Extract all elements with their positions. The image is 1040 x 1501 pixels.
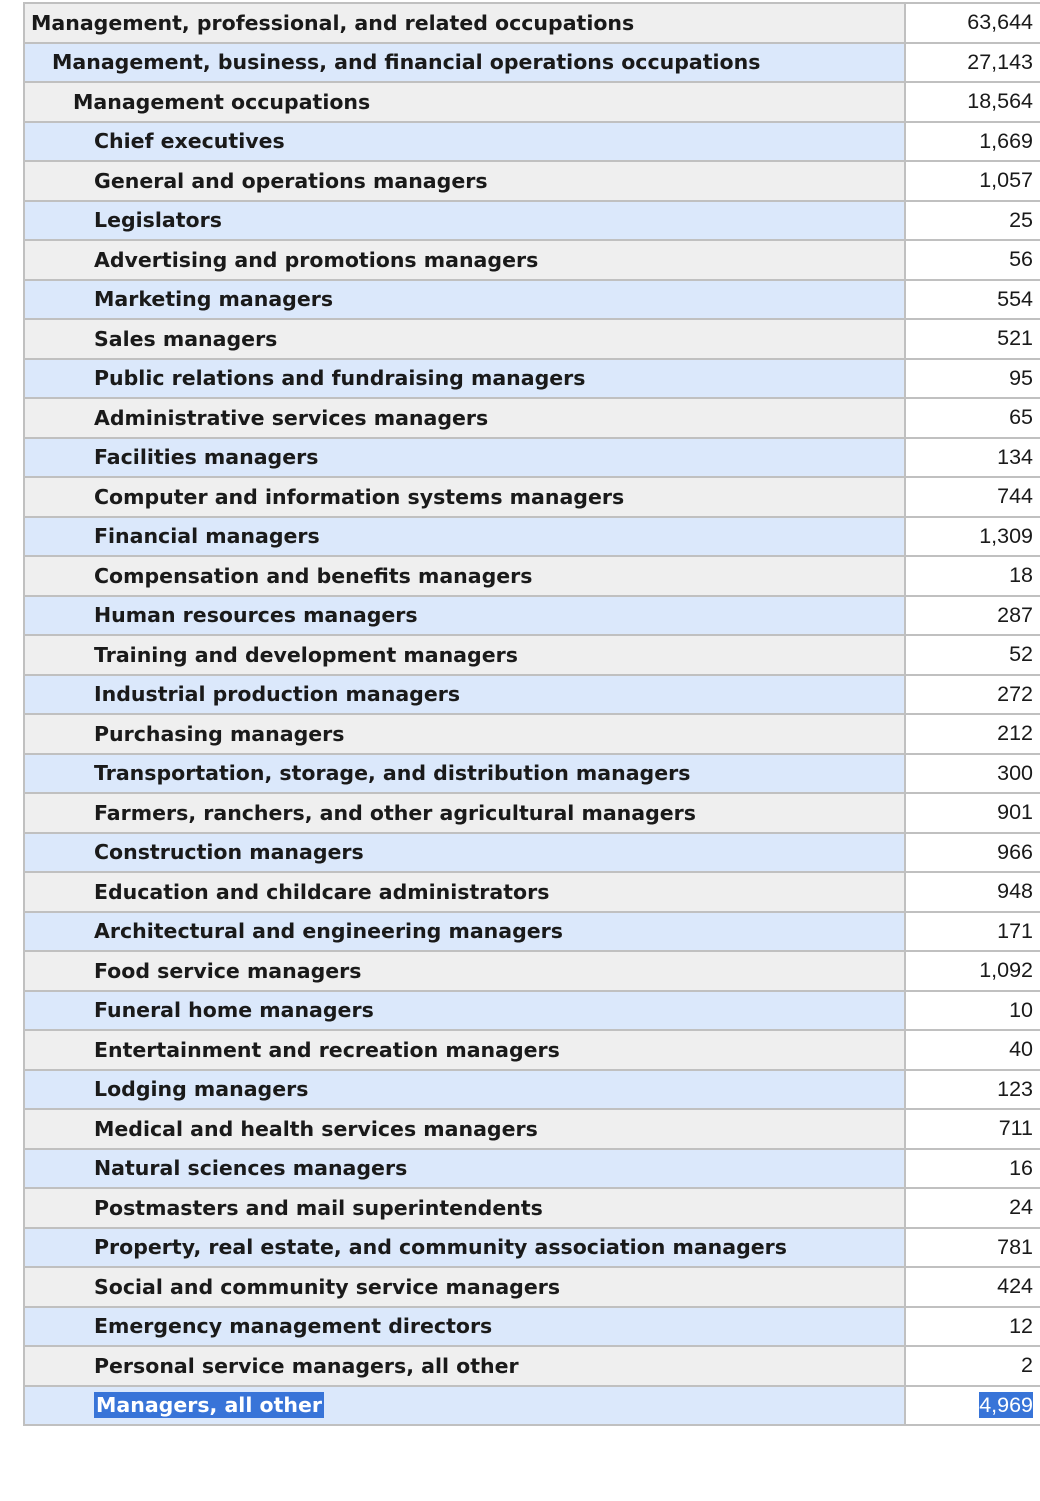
occupation-label-cell xyxy=(24,1109,905,1149)
occupation-label-cell xyxy=(24,1386,905,1426)
occupation-label: Food service managers xyxy=(94,958,362,983)
employment-value: 95 xyxy=(1009,365,1033,390)
employment-value: 212 xyxy=(997,721,1033,746)
occupation-label: Legislators xyxy=(94,208,222,233)
occupation-label: Entertainment and recreation managers xyxy=(94,1037,560,1062)
employment-value: 1,669 xyxy=(979,128,1033,153)
occupation-label: Management, professional, and related occupations xyxy=(31,10,635,35)
employment-value: 4,969 xyxy=(979,1392,1033,1417)
occupation-label: Compensation and benefits managers xyxy=(94,563,533,588)
occupation-label: Marketing managers xyxy=(94,287,334,312)
occupation-label-cell xyxy=(24,1149,905,1189)
occupation-label-cell xyxy=(24,912,905,952)
occupation-label-cell xyxy=(24,161,905,201)
employment-value: 134 xyxy=(997,444,1033,469)
occupation-label-cell xyxy=(24,280,905,320)
employment-value: 171 xyxy=(997,918,1033,943)
employment-value-cell xyxy=(905,1228,1040,1268)
occupation-label-cell xyxy=(24,3,905,43)
employment-value-cell xyxy=(905,754,1040,794)
occupation-label-cell xyxy=(24,477,905,517)
occupation-table-body xyxy=(24,3,1040,1425)
employment-value: 272 xyxy=(997,681,1033,706)
employment-value-cell xyxy=(905,161,1040,201)
occupation-label-cell xyxy=(24,675,905,715)
employment-value-cell xyxy=(905,872,1040,912)
employment-value: 10 xyxy=(1009,997,1033,1022)
occupation-label-cell xyxy=(24,714,905,754)
occupation-label: Construction managers xyxy=(94,840,364,865)
employment-value-cell xyxy=(905,1307,1040,1347)
employment-value: 554 xyxy=(997,286,1033,311)
employment-value-cell xyxy=(905,675,1040,715)
table-row[interactable] xyxy=(24,359,1040,399)
occupation-label: Education and childcare administrators xyxy=(94,879,550,904)
occupation-label-cell xyxy=(24,951,905,991)
occupation-table-container xyxy=(23,2,1040,1426)
occupation-label-cell xyxy=(24,635,905,675)
occupation-label: Property, real estate, and community association managers xyxy=(94,1235,787,1260)
employment-value: 24 xyxy=(1009,1195,1033,1220)
occupation-label: Lodging managers xyxy=(94,1077,309,1102)
employment-value: 123 xyxy=(997,1076,1033,1101)
table-row[interactable] xyxy=(24,319,1040,359)
employment-value-cell xyxy=(905,556,1040,596)
occupation-label: General and operations managers xyxy=(94,168,488,193)
table-row[interactable] xyxy=(24,1228,1040,1268)
occupation-label-cell xyxy=(24,438,905,478)
table-row[interactable] xyxy=(24,201,1040,241)
table-row[interactable] xyxy=(24,161,1040,201)
employment-value-cell xyxy=(905,833,1040,873)
occupation-label-cell xyxy=(24,398,905,438)
employment-value: 300 xyxy=(997,760,1033,785)
table-row[interactable] xyxy=(24,1188,1040,1228)
table-row[interactable] xyxy=(24,82,1040,122)
table-row[interactable] xyxy=(24,1070,1040,1110)
employment-value: 901 xyxy=(997,800,1033,825)
occupation-label: Postmasters and mail superintendents xyxy=(94,1195,543,1220)
employment-value: 521 xyxy=(997,326,1033,351)
employment-value-cell xyxy=(905,1386,1040,1426)
employment-value: 1,309 xyxy=(979,523,1033,548)
employment-value: 18 xyxy=(1009,563,1033,588)
table-row[interactable] xyxy=(24,438,1040,478)
employment-value: 27,143 xyxy=(967,49,1033,74)
occupation-label-cell xyxy=(24,319,905,359)
table-row[interactable] xyxy=(24,596,1040,636)
occupation-label-cell xyxy=(24,1070,905,1110)
employment-value: 711 xyxy=(998,1116,1033,1141)
employment-value-cell xyxy=(905,951,1040,991)
occupation-label-cell xyxy=(24,872,905,912)
employment-value: 56 xyxy=(1009,247,1033,272)
employment-value-cell xyxy=(905,1346,1040,1386)
occupation-label: Funeral home managers xyxy=(94,998,374,1023)
employment-value: 52 xyxy=(1009,642,1033,667)
table-row[interactable] xyxy=(24,1267,1040,1307)
employment-value: 948 xyxy=(997,879,1033,904)
table-row[interactable] xyxy=(24,517,1040,557)
occupation-label: Purchasing managers xyxy=(94,721,345,746)
occupation-label: Managers, all other xyxy=(96,1393,322,1418)
employment-value-cell xyxy=(905,82,1040,122)
occupation-label: Advertising and promotions managers xyxy=(94,247,539,272)
employment-value-cell xyxy=(905,1030,1040,1070)
occupation-label: Medical and health services managers xyxy=(94,1116,538,1141)
occupation-table xyxy=(23,2,1040,1426)
occupation-label-cell xyxy=(24,833,905,873)
occupation-label: Farmers, ranchers, and other agricultural managers xyxy=(94,800,696,825)
occupation-label-cell xyxy=(24,1346,905,1386)
employment-value-cell xyxy=(905,714,1040,754)
occupation-label: Sales managers xyxy=(94,326,278,351)
occupation-label-cell xyxy=(24,1267,905,1307)
occupation-label-cell xyxy=(24,556,905,596)
table-row[interactable] xyxy=(24,280,1040,320)
occupation-label: Emergency management directors xyxy=(94,1314,493,1339)
table-row[interactable] xyxy=(24,833,1040,873)
table-row[interactable] xyxy=(24,1149,1040,1189)
employment-value: 65 xyxy=(1009,405,1033,430)
employment-value-cell xyxy=(905,1070,1040,1110)
employment-value: 966 xyxy=(997,839,1033,864)
table-row[interactable] xyxy=(24,1030,1040,1070)
employment-value-cell xyxy=(905,1149,1040,1189)
occupation-label: Public relations and fundraising managers xyxy=(94,366,586,391)
occupation-label-cell xyxy=(24,754,905,794)
occupation-label: Personal service managers, all other xyxy=(94,1353,519,1378)
table-row[interactable] xyxy=(24,240,1040,280)
employment-value-cell xyxy=(905,991,1040,1031)
table-row[interactable] xyxy=(24,43,1040,83)
employment-value-cell xyxy=(905,517,1040,557)
occupation-label-cell xyxy=(24,517,905,557)
table-row[interactable] xyxy=(24,675,1040,715)
occupation-label-cell xyxy=(24,1188,905,1228)
table-row[interactable] xyxy=(24,714,1040,754)
employment-value: 781 xyxy=(997,1234,1033,1259)
table-row[interactable] xyxy=(24,872,1040,912)
occupation-label: Computer and information systems managers xyxy=(94,484,625,509)
occupation-label-cell xyxy=(24,82,905,122)
employment-value-cell xyxy=(905,596,1040,636)
employment-value: 424 xyxy=(997,1274,1033,1299)
employment-value-cell xyxy=(905,201,1040,241)
employment-value-cell xyxy=(905,122,1040,162)
occupation-label: Training and development managers xyxy=(94,642,518,667)
table-row[interactable] xyxy=(24,635,1040,675)
employment-value-cell xyxy=(905,240,1040,280)
employment-value: 63,644 xyxy=(967,10,1033,35)
table-row[interactable] xyxy=(24,3,1040,43)
occupation-label: Facilities managers xyxy=(94,445,319,470)
employment-value: 18,564 xyxy=(967,89,1033,114)
employment-value: 1,092 xyxy=(979,958,1033,983)
employment-value-cell xyxy=(905,1267,1040,1307)
occupation-label: Architectural and engineering managers xyxy=(94,919,563,944)
occupation-label-cell xyxy=(24,201,905,241)
employment-value-cell xyxy=(905,398,1040,438)
employment-value-cell xyxy=(905,912,1040,952)
occupation-label: Management, business, and financial operations occupations xyxy=(52,50,761,75)
occupation-label-cell xyxy=(24,1228,905,1268)
table-row[interactable] xyxy=(24,1307,1040,1347)
employment-value-cell xyxy=(905,1188,1040,1228)
table-row[interactable] xyxy=(24,1109,1040,1149)
employment-value: 2 xyxy=(1021,1353,1033,1378)
occupation-label-cell xyxy=(24,793,905,833)
employment-value-cell xyxy=(905,793,1040,833)
table-row[interactable] xyxy=(24,477,1040,517)
occupation-label: Natural sciences managers xyxy=(94,1156,408,1181)
employment-value-cell xyxy=(905,477,1040,517)
employment-value: 744 xyxy=(997,484,1033,509)
occupation-label-cell xyxy=(24,359,905,399)
employment-value-cell xyxy=(905,43,1040,83)
employment-value-cell xyxy=(905,319,1040,359)
occupation-label-cell xyxy=(24,43,905,83)
occupation-label-cell xyxy=(24,1307,905,1347)
table-row[interactable] xyxy=(24,951,1040,991)
employment-value: 12 xyxy=(1009,1313,1033,1338)
table-row[interactable] xyxy=(24,991,1040,1031)
employment-value: 1,057 xyxy=(979,168,1033,193)
employment-value-cell xyxy=(905,280,1040,320)
employment-value-cell xyxy=(905,635,1040,675)
occupation-label: Management occupations xyxy=(73,89,371,114)
employment-value: 287 xyxy=(997,602,1033,627)
occupation-label-cell xyxy=(24,991,905,1031)
employment-value: 25 xyxy=(1009,207,1033,232)
employment-value-cell xyxy=(905,1109,1040,1149)
occupation-label-cell xyxy=(24,1030,905,1070)
occupation-label-cell xyxy=(24,122,905,162)
table-row[interactable] xyxy=(24,1386,1040,1426)
table-row[interactable] xyxy=(24,122,1040,162)
employment-value-cell xyxy=(905,438,1040,478)
table-row[interactable] xyxy=(24,754,1040,794)
occupation-label: Human resources managers xyxy=(94,603,418,628)
occupation-label: Social and community service managers xyxy=(94,1274,561,1299)
table-row[interactable] xyxy=(24,912,1040,952)
table-row[interactable] xyxy=(24,793,1040,833)
occupation-label: Administrative services managers xyxy=(94,405,489,430)
employment-value: 40 xyxy=(1009,1037,1033,1062)
occupation-label: Chief executives xyxy=(94,129,285,154)
occupation-label: Transportation, storage, and distribution managers xyxy=(94,761,691,786)
employment-value-cell xyxy=(905,359,1040,399)
table-row[interactable] xyxy=(24,556,1040,596)
table-row[interactable] xyxy=(24,1346,1040,1386)
table-row[interactable] xyxy=(24,398,1040,438)
employment-value: 16 xyxy=(1009,1155,1033,1180)
occupation-label: Financial managers xyxy=(94,524,320,549)
employment-value-cell xyxy=(905,3,1040,43)
occupation-label-cell xyxy=(24,240,905,280)
occupation-label-cell xyxy=(24,596,905,636)
occupation-label: Industrial production managers xyxy=(94,682,461,707)
